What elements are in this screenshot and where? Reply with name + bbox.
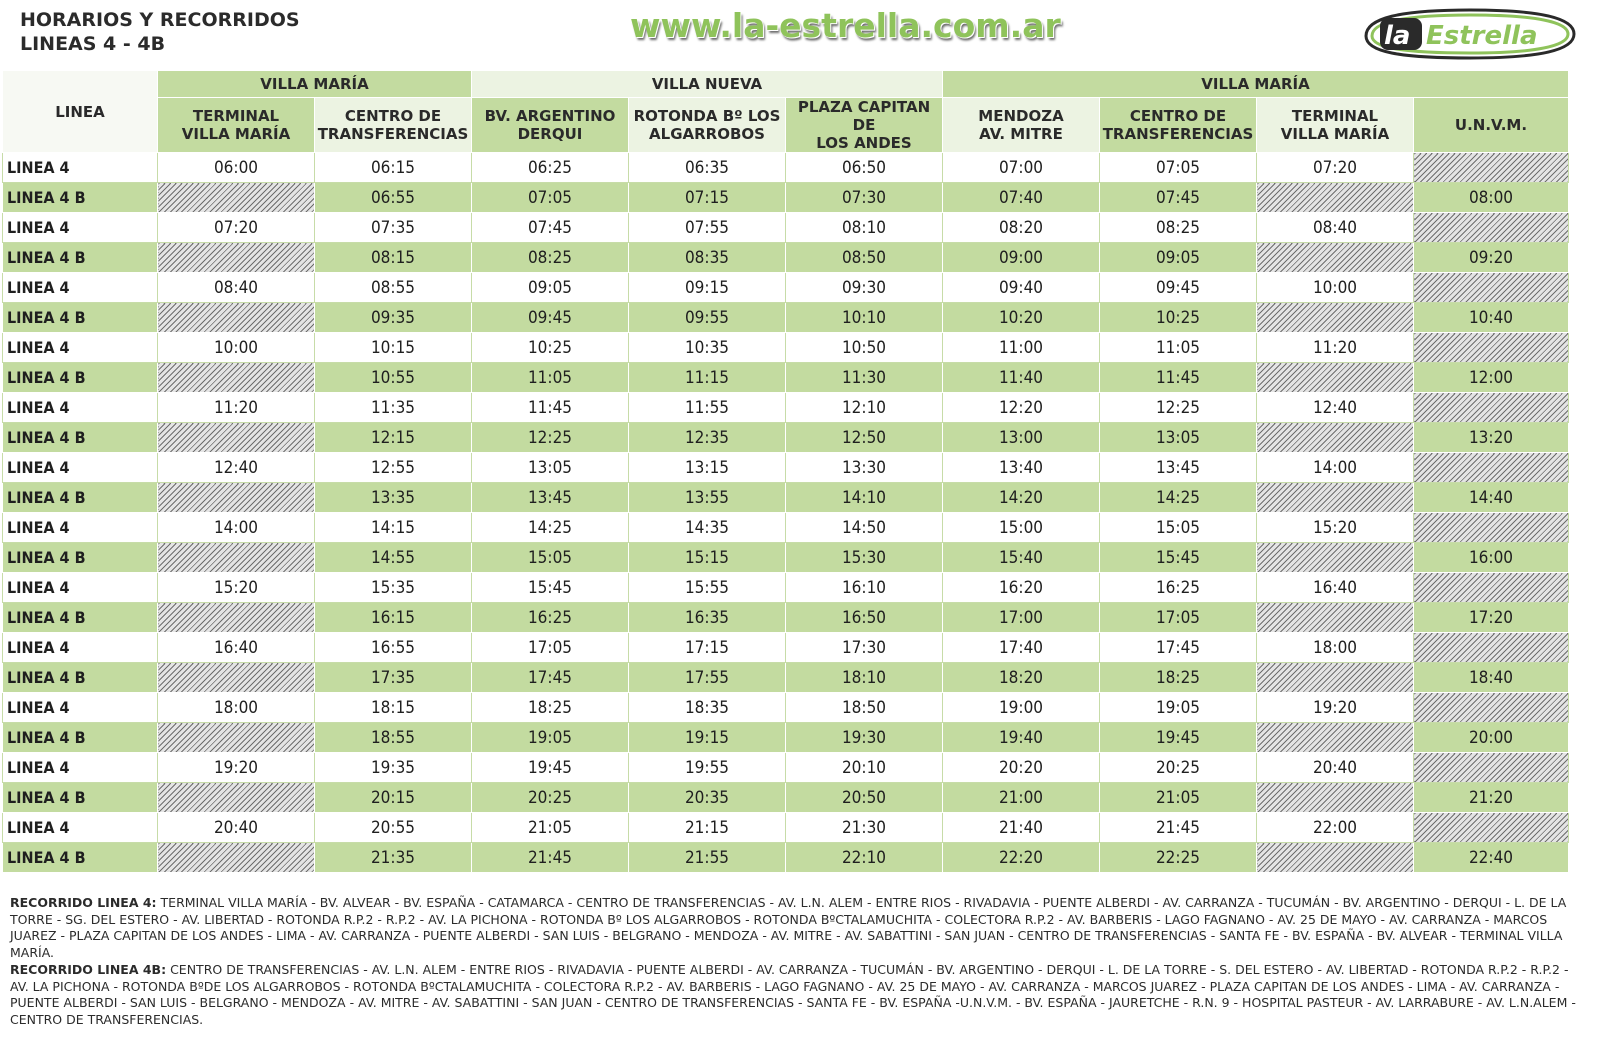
time-cell: 14:35 — [629, 513, 786, 543]
time-cell: 15:05 — [1100, 513, 1257, 543]
time-cell: 20:40 — [158, 813, 315, 843]
time-cell: 19:35 — [315, 753, 472, 783]
time-cell: 10:35 — [629, 333, 786, 363]
time-cell: 06:50 — [786, 153, 943, 183]
logo-la-text: la — [1384, 21, 1411, 51]
table-row — [3, 243, 1569, 273]
time-cell: 17:55 — [629, 663, 786, 693]
column-header: TERMINAL VILLA MARÍA — [1257, 98, 1414, 153]
column-header: U.N.V.M. — [1414, 98, 1569, 153]
time-cell: 13:45 — [1100, 453, 1257, 483]
time-cell: 20:50 — [786, 783, 943, 813]
time-cell: 16:25 — [472, 603, 629, 633]
time-cell: 15:40 — [943, 543, 1100, 573]
website-url[interactable]: www.la-estrella.com.ar — [630, 6, 1061, 45]
time-cell: 10:55 — [315, 363, 472, 393]
time-cell: 12:55 — [315, 453, 472, 483]
linea-label: LINEA 4 — [3, 573, 158, 603]
time-cell: 13:00 — [943, 423, 1100, 453]
time-cell: 07:55 — [629, 213, 786, 243]
no-service-cell — [158, 183, 315, 213]
time-cell: 21:30 — [786, 813, 943, 843]
no-service-cell — [1257, 723, 1414, 753]
table-row — [3, 393, 1569, 423]
time-cell: 20:35 — [629, 783, 786, 813]
column-header: PLAZA CAPITAN DE LOS ANDES — [786, 98, 943, 153]
linea-label: LINEA 4 B — [3, 723, 158, 753]
time-cell: 14:15 — [315, 513, 472, 543]
linea-label: LINEA 4 B — [3, 183, 158, 213]
time-cell: 06:35 — [629, 153, 786, 183]
time-cell: 13:55 — [629, 483, 786, 513]
time-cell: 19:30 — [786, 723, 943, 753]
time-cell: 20:55 — [315, 813, 472, 843]
column-header: MENDOZA AV. MITRE — [943, 98, 1100, 153]
table-row — [3, 783, 1569, 813]
time-cell: 10:25 — [1100, 303, 1257, 333]
time-cell: 18:20 — [943, 663, 1100, 693]
time-cell: 18:15 — [315, 693, 472, 723]
time-cell: 20:00 — [1414, 723, 1569, 753]
time-cell: 18:10 — [786, 663, 943, 693]
no-service-cell — [1257, 483, 1414, 513]
time-cell: 11:15 — [629, 363, 786, 393]
time-cell: 11:45 — [472, 393, 629, 423]
time-cell: 12:25 — [472, 423, 629, 453]
time-cell: 16:25 — [1100, 573, 1257, 603]
time-cell: 18:25 — [1100, 663, 1257, 693]
time-cell: 10:15 — [315, 333, 472, 363]
no-service-cell — [158, 603, 315, 633]
time-cell: 14:25 — [472, 513, 629, 543]
linea-label: LINEA 4 — [3, 273, 158, 303]
schedule-table — [2, 70, 1569, 873]
table-row — [3, 543, 1569, 573]
time-cell: 15:45 — [1100, 543, 1257, 573]
no-service-cell — [158, 303, 315, 333]
time-cell: 13:30 — [786, 453, 943, 483]
time-cell: 11:55 — [629, 393, 786, 423]
time-cell: 17:30 — [786, 633, 943, 663]
no-service-cell — [158, 783, 315, 813]
time-cell: 14:10 — [786, 483, 943, 513]
time-cell: 19:55 — [629, 753, 786, 783]
time-cell: 22:20 — [943, 843, 1100, 873]
column-header: BV. ARGENTINO DERQUI — [472, 98, 629, 153]
route-linea-4b-text: CENTRO DE TRANSFERENCIAS - AV. L.N. ALEM - ENTRE RIOS - RIVADAVIA - PUENTE ALBERDI - AV. CARRANZA - TUCUMÁN - BV. ARGENTINO - DERQUI - L. DE LA TORRE - S. DEL ESTERO - AV. LIBERTAD - ROTONDA R.P.2 - R.P.2 - AV. LA PICHONA - ROTONDA BºDE LOS ALGARROBOS - ROTONDA BºCTALAMUCHITA - COLECTORA R.P.2 - AV. BARBERIS - LAGO FAGNANO - AV. 25 DE MAYO - AV. CARRANZA - MARCOS JUAREZ - PLAZA CAPITAN DE LOS ANDES - LIMA - AV. CARRANZA - PUENTE ALBERDI - SAN LUIS - BELGRANO - MENDOZA - AV. MITRE - AV. SABATTINI - SAN JUAN - CENTRO DE TRANSFERENCIAS - SANTA FE - BV. ESPAÑA -U.N.V.M. - BV. ESPAÑA - JAURETCHE - R.N. 9 - HOSPITAL PASTEUR - AV. LARRABURE - AV. L.N.ALEM - CENTRO DE TRANSFERENCIAS. — [10, 962, 1576, 1027]
no-service-cell — [1414, 333, 1569, 363]
time-cell: 11:30 — [786, 363, 943, 393]
time-cell: 11:45 — [1100, 363, 1257, 393]
time-cell: 09:05 — [472, 273, 629, 303]
time-cell: 19:40 — [943, 723, 1100, 753]
linea-label: LINEA 4 B — [3, 663, 158, 693]
table-row — [3, 663, 1569, 693]
time-cell: 09:00 — [943, 243, 1100, 273]
time-cell: 08:35 — [629, 243, 786, 273]
time-cell: 18:50 — [786, 693, 943, 723]
no-service-cell — [1257, 243, 1414, 273]
linea-label: LINEA 4 B — [3, 243, 158, 273]
time-cell: 16:15 — [315, 603, 472, 633]
time-cell: 14:40 — [1414, 483, 1569, 513]
time-cell: 07:30 — [786, 183, 943, 213]
time-cell: 22:10 — [786, 843, 943, 873]
no-service-cell — [1257, 663, 1414, 693]
time-cell: 14:50 — [786, 513, 943, 543]
table-row — [3, 153, 1569, 183]
time-cell: 10:40 — [1414, 303, 1569, 333]
linea-label: LINEA 4 B — [3, 483, 158, 513]
no-service-cell — [1414, 513, 1569, 543]
time-cell: 11:00 — [943, 333, 1100, 363]
time-cell: 16:20 — [943, 573, 1100, 603]
time-cell: 16:00 — [1414, 543, 1569, 573]
time-cell: 08:25 — [1100, 213, 1257, 243]
linea-label: LINEA 4 — [3, 453, 158, 483]
time-cell: 09:40 — [943, 273, 1100, 303]
time-cell: 13:15 — [629, 453, 786, 483]
time-cell: 08:20 — [943, 213, 1100, 243]
time-cell: 19:45 — [472, 753, 629, 783]
no-service-cell — [1414, 813, 1569, 843]
no-service-cell — [158, 723, 315, 753]
time-cell: 10:00 — [158, 333, 315, 363]
time-cell: 11:20 — [1257, 333, 1414, 363]
time-cell: 18:25 — [472, 693, 629, 723]
time-cell: 06:00 — [158, 153, 315, 183]
table-row — [3, 303, 1569, 333]
time-cell: 12:00 — [1414, 363, 1569, 393]
no-service-cell — [158, 843, 315, 873]
table-row — [3, 273, 1569, 303]
time-cell: 15:30 — [786, 543, 943, 573]
time-cell: 20:25 — [1100, 753, 1257, 783]
time-cell: 22:00 — [1257, 813, 1414, 843]
time-cell: 12:35 — [629, 423, 786, 453]
route-linea-4-label: RECORRIDO LINEA 4: — [10, 895, 157, 910]
no-service-cell — [1414, 393, 1569, 423]
time-cell: 09:05 — [1100, 243, 1257, 273]
time-cell: 17:20 — [1414, 603, 1569, 633]
time-cell: 19:00 — [943, 693, 1100, 723]
no-service-cell — [1414, 693, 1569, 723]
linea-label: LINEA 4 — [3, 753, 158, 783]
time-cell: 07:45 — [472, 213, 629, 243]
time-cell: 17:40 — [943, 633, 1100, 663]
time-cell: 19:15 — [629, 723, 786, 753]
linea-label: LINEA 4 B — [3, 543, 158, 573]
no-service-cell — [1414, 273, 1569, 303]
linea-label: LINEA 4 B — [3, 363, 158, 393]
group-villa-maria-1: VILLA MARÍA — [158, 71, 472, 98]
schedule-body — [3, 153, 1569, 873]
time-cell: 11:05 — [472, 363, 629, 393]
table-row — [3, 753, 1569, 783]
no-service-cell — [158, 543, 315, 573]
time-cell: 15:35 — [315, 573, 472, 603]
time-cell: 13:45 — [472, 483, 629, 513]
time-cell: 16:55 — [315, 633, 472, 663]
time-cell: 07:40 — [943, 183, 1100, 213]
time-cell: 11:20 — [158, 393, 315, 423]
no-service-cell — [1414, 633, 1569, 663]
linea-label: LINEA 4 B — [3, 423, 158, 453]
linea-label: LINEA 4 — [3, 213, 158, 243]
no-service-cell — [1257, 543, 1414, 573]
linea-label: LINEA 4 B — [3, 783, 158, 813]
time-cell: 13:35 — [315, 483, 472, 513]
time-cell: 19:20 — [158, 753, 315, 783]
route-linea-4b — [10, 962, 1590, 1028]
time-cell: 16:50 — [786, 603, 943, 633]
time-cell: 21:40 — [943, 813, 1100, 843]
time-cell: 18:00 — [1257, 633, 1414, 663]
time-cell: 15:00 — [943, 513, 1100, 543]
time-cell: 14:25 — [1100, 483, 1257, 513]
no-service-cell — [1257, 423, 1414, 453]
time-cell: 10:50 — [786, 333, 943, 363]
time-cell: 16:35 — [629, 603, 786, 633]
time-cell: 08:40 — [1257, 213, 1414, 243]
route-linea-4b-label: RECORRIDO LINEA 4B: — [10, 962, 167, 977]
time-cell: 14:55 — [315, 543, 472, 573]
time-cell: 21:20 — [1414, 783, 1569, 813]
time-cell: 14:00 — [1257, 453, 1414, 483]
column-header: ROTONDA Bº LOS ALGARROBOS — [629, 98, 786, 153]
time-cell: 12:25 — [1100, 393, 1257, 423]
time-cell: 17:00 — [943, 603, 1100, 633]
time-cell: 08:10 — [786, 213, 943, 243]
linea-label: LINEA 4 — [3, 513, 158, 543]
time-cell: 17:05 — [472, 633, 629, 663]
column-header: CENTRO DE TRANSFERENCIAS — [315, 98, 472, 153]
time-cell: 13:05 — [472, 453, 629, 483]
no-service-cell — [158, 423, 315, 453]
time-cell: 08:50 — [786, 243, 943, 273]
time-cell: 17:15 — [629, 633, 786, 663]
no-service-cell — [158, 663, 315, 693]
time-cell: 21:45 — [472, 843, 629, 873]
linea-label: LINEA 4 — [3, 333, 158, 363]
table-row — [3, 843, 1569, 873]
time-cell: 12:10 — [786, 393, 943, 423]
la-estrella-logo — [1360, 6, 1580, 62]
no-service-cell — [1414, 153, 1569, 183]
time-cell: 19:05 — [472, 723, 629, 753]
time-cell: 16:40 — [158, 633, 315, 663]
time-cell: 21:00 — [943, 783, 1100, 813]
time-cell: 07:05 — [1100, 153, 1257, 183]
time-cell: 17:35 — [315, 663, 472, 693]
time-cell: 08:00 — [1414, 183, 1569, 213]
time-cell: 09:35 — [315, 303, 472, 333]
time-cell: 09:15 — [629, 273, 786, 303]
table-row — [3, 363, 1569, 393]
time-cell: 10:20 — [943, 303, 1100, 333]
time-cell: 19:45 — [1100, 723, 1257, 753]
time-cell: 22:25 — [1100, 843, 1257, 873]
time-cell: 12:40 — [1257, 393, 1414, 423]
table-row — [3, 603, 1569, 633]
time-cell: 06:55 — [315, 183, 472, 213]
linea-label: LINEA 4 — [3, 693, 158, 723]
time-cell: 21:35 — [315, 843, 472, 873]
time-cell: 12:15 — [315, 423, 472, 453]
time-cell: 09:55 — [629, 303, 786, 333]
logo-estrella-text: Estrella — [1426, 21, 1538, 51]
time-cell: 19:05 — [1100, 693, 1257, 723]
time-cell: 14:00 — [158, 513, 315, 543]
time-cell: 10:00 — [1257, 273, 1414, 303]
linea-label: LINEA 4 — [3, 813, 158, 843]
time-cell: 16:10 — [786, 573, 943, 603]
no-service-cell — [158, 483, 315, 513]
linea-label: LINEA 4 — [3, 153, 158, 183]
time-cell: 11:35 — [315, 393, 472, 423]
no-service-cell — [1257, 303, 1414, 333]
linea-label: LINEA 4 B — [3, 303, 158, 333]
time-cell: 18:40 — [1414, 663, 1569, 693]
no-service-cell — [1257, 843, 1414, 873]
time-cell: 12:20 — [943, 393, 1100, 423]
table-row — [3, 633, 1569, 663]
time-cell: 07:20 — [1257, 153, 1414, 183]
table-row — [3, 453, 1569, 483]
table-row — [3, 813, 1569, 843]
time-cell: 10:25 — [472, 333, 629, 363]
time-cell: 08:40 — [158, 273, 315, 303]
time-cell: 11:40 — [943, 363, 1100, 393]
time-cell: 15:45 — [472, 573, 629, 603]
time-cell: 13:40 — [943, 453, 1100, 483]
time-cell: 09:45 — [1100, 273, 1257, 303]
time-cell: 15:20 — [158, 573, 315, 603]
page-title-line2: LINEAS 4 - 4B — [20, 33, 166, 55]
time-cell: 18:55 — [315, 723, 472, 753]
no-service-cell — [1257, 363, 1414, 393]
time-cell: 22:40 — [1414, 843, 1569, 873]
table-row — [3, 333, 1569, 363]
time-cell: 18:00 — [158, 693, 315, 723]
time-cell: 07:35 — [315, 213, 472, 243]
column-header: TERMINAL VILLA MARÍA — [158, 98, 315, 153]
time-cell: 17:45 — [1100, 633, 1257, 663]
time-cell: 20:20 — [943, 753, 1100, 783]
linea-label: LINEA 4 — [3, 633, 158, 663]
table-row — [3, 213, 1569, 243]
time-cell: 17:05 — [1100, 603, 1257, 633]
no-service-cell — [1414, 573, 1569, 603]
time-cell: 15:55 — [629, 573, 786, 603]
time-cell: 07:45 — [1100, 183, 1257, 213]
no-service-cell — [1414, 213, 1569, 243]
time-cell: 09:20 — [1414, 243, 1569, 273]
time-cell: 08:25 — [472, 243, 629, 273]
time-cell: 06:25 — [472, 153, 629, 183]
time-cell: 07:05 — [472, 183, 629, 213]
time-cell: 06:15 — [315, 153, 472, 183]
time-cell: 12:40 — [158, 453, 315, 483]
time-cell: 08:55 — [315, 273, 472, 303]
route-linea-4-text: TERMINAL VILLA MARÍA - BV. ALVEAR - BV. ESPAÑA - CATAMARCA - CENTRO DE TRANSFERENCIAS - AV. L.N. ALEM - ENTRE RIOS - RIVADAVIA - PUENTE ALBERDI - AV. CARRANZA - TUCUMÁN - BV. ARGENTINO - DERQUI - L. DE LA TORRE - SG. DEL ESTERO - AV. LIBERTAD - ROTONDA R.P.2 - R.P.2 - AV. LA PICHONA - ROTONDA Bº LOS ALGARROBOS - ROTONDA BºCTALAMUCHITA - COLECTORA R.P.2 - AV. BARBERIS - LAGO FAGNANO - AV. 25 DE MAYO - AV. CARRANZA - MARCOS JUAREZ - PLAZA CAPITAN DE LOS ANDES - LIMA - AV. CARRANZA - PUENTE ALBERDI - SAN LUIS - BELGRANO - MENDOZA - AV. MITRE - AV. SABATTINI - SAN JUAN - CENTRO DE TRANSFERENCIAS - SANTA FE - BV. ESPAÑA - BV. ALVEAR - TERMINAL VILLA MARÍA. — [10, 895, 1567, 960]
no-service-cell — [158, 363, 315, 393]
group-villa-nueva: VILLA NUEVA — [472, 71, 943, 98]
time-cell: 09:45 — [472, 303, 629, 333]
group-villa-maria-2: VILLA MARÍA — [943, 71, 1569, 98]
time-cell: 21:05 — [472, 813, 629, 843]
time-cell: 21:45 — [1100, 813, 1257, 843]
page-title — [20, 8, 300, 56]
time-cell: 13:20 — [1414, 423, 1569, 453]
time-cell: 15:20 — [1257, 513, 1414, 543]
table-row — [3, 723, 1569, 753]
time-cell: 20:15 — [315, 783, 472, 813]
table-row — [3, 423, 1569, 453]
no-service-cell — [1257, 783, 1414, 813]
table-row — [3, 483, 1569, 513]
time-cell: 14:20 — [943, 483, 1100, 513]
time-cell: 07:20 — [158, 213, 315, 243]
linea-header: LINEA — [3, 71, 158, 153]
time-cell: 17:45 — [472, 663, 629, 693]
table-row — [3, 183, 1569, 213]
linea-label: LINEA 4 B — [3, 603, 158, 633]
time-cell: 21:55 — [629, 843, 786, 873]
time-cell: 07:15 — [629, 183, 786, 213]
time-cell: 20:25 — [472, 783, 629, 813]
time-cell: 19:20 — [1257, 693, 1414, 723]
page-title-line1: HORARIOS Y RECORRIDOS — [20, 9, 300, 31]
time-cell: 09:30 — [786, 273, 943, 303]
time-cell: 07:00 — [943, 153, 1100, 183]
time-cell: 15:15 — [629, 543, 786, 573]
no-service-cell — [1414, 453, 1569, 483]
time-cell: 10:10 — [786, 303, 943, 333]
no-service-cell — [1414, 753, 1569, 783]
time-cell: 13:05 — [1100, 423, 1257, 453]
table-row — [3, 513, 1569, 543]
time-cell: 08:15 — [315, 243, 472, 273]
column-header: CENTRO DE TRANSFERENCIAS — [1100, 98, 1257, 153]
time-cell: 12:50 — [786, 423, 943, 453]
time-cell: 21:15 — [629, 813, 786, 843]
time-cell: 15:05 — [472, 543, 629, 573]
linea-label: LINEA 4 — [3, 393, 158, 423]
time-cell: 18:35 — [629, 693, 786, 723]
no-service-cell — [1257, 603, 1414, 633]
time-cell: 20:10 — [786, 753, 943, 783]
table-row — [3, 693, 1569, 723]
time-cell: 16:40 — [1257, 573, 1414, 603]
time-cell: 20:40 — [1257, 753, 1414, 783]
no-service-cell — [1257, 183, 1414, 213]
linea-label: LINEA 4 B — [3, 843, 158, 873]
route-linea-4 — [10, 895, 1590, 961]
time-cell: 21:05 — [1100, 783, 1257, 813]
table-row — [3, 573, 1569, 603]
time-cell: 11:05 — [1100, 333, 1257, 363]
no-service-cell — [158, 243, 315, 273]
